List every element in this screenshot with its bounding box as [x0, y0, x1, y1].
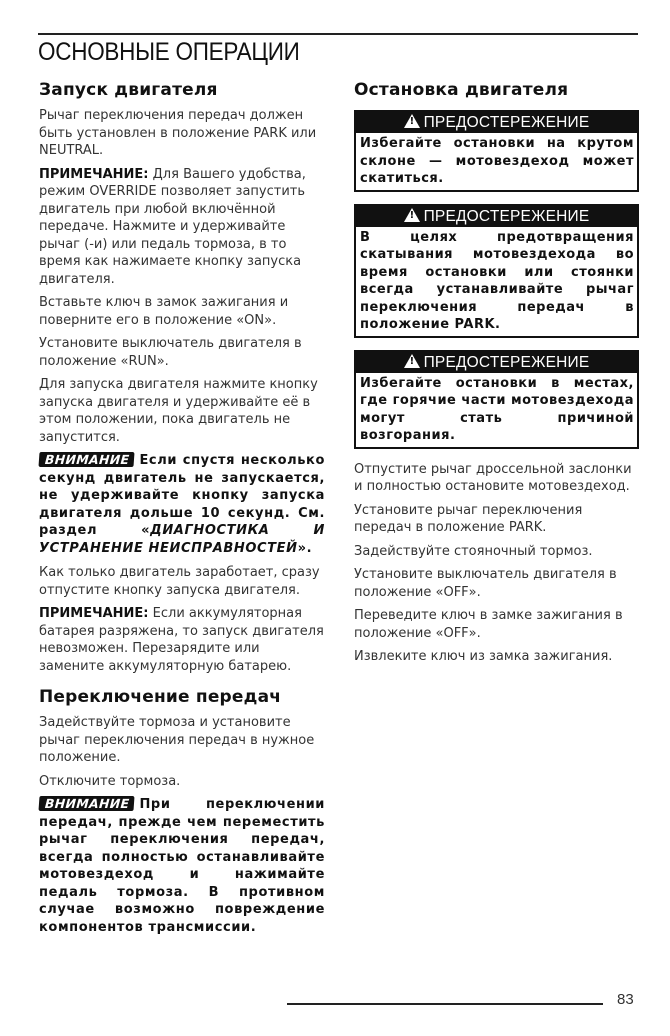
page-number: 83 — [617, 991, 634, 1008]
step-paragraph: Переведите ключ в замке зажигания в положение «OFF». — [354, 608, 623, 641]
paragraph: Вставьте ключ в замок зажигания и поверните его в положение «ON». — [39, 295, 289, 328]
page-title: ОСНОВНЫЕ ОПЕРАЦИИ — [38, 38, 300, 66]
warning-box — [354, 204, 639, 338]
note-label: ПРИМЕЧАНИЕ: — [39, 606, 149, 621]
warning-box — [354, 350, 639, 449]
step-paragraph: Установите рычаг переключения передач в положение PARK. — [354, 502, 583, 535]
warning-box — [354, 110, 639, 192]
caution-paragraph — [39, 452, 325, 557]
footer-rule — [287, 1003, 603, 1005]
caution-paragraph — [39, 796, 325, 936]
warning-text: Избегайте остановки на крутом склоне — мотовездеход может скатиться. — [360, 136, 634, 186]
note-paragraph — [39, 605, 325, 675]
warning-triangle-icon — [404, 354, 420, 368]
warning-title: ПРЕДОСТЕРЕЖЕНИЕ — [423, 353, 590, 371]
section-heading-shift: Переключение передач — [39, 687, 282, 707]
warning-title: ПРЕДОСТЕРЕЖЕНИЕ — [423, 207, 590, 225]
warning-triangle-icon — [404, 114, 420, 128]
paragraph: Задействуйте тормоза и установите рычаг переключения передач в нужное положение. — [39, 715, 315, 765]
caution-badge: ВНИМАНИЕ — [38, 796, 134, 811]
paragraph: Для запуска двигателя нажмите кнопку запуска двигателя и удерживайте её в этом положении, пока двигатель не запустится. — [39, 377, 318, 445]
caution-text: При переключении передач, прежде чем переместить рычаг переключения передач, всегда полностью останавливайте мотовездеход и нажимайте педаль тормоза. В противном случае возможно повреждение компонентов трансмиссии. — [39, 797, 325, 935]
caution-end: ». — [297, 540, 313, 556]
step-paragraph: Извлеките ключ из замка зажигания. — [354, 649, 613, 664]
warning-header — [356, 206, 637, 227]
caution-reference: ДИАГНОСТИКА И УСТРАНЕНИЕ НЕИСПРАВНОСТЕЙ — [39, 523, 325, 556]
caution-badge: ВНИМАНИЕ — [38, 452, 134, 467]
warning-text: Избегайте остановки в местах, где горячие части мотовездехода могут стать причиной возгорания. — [360, 375, 634, 443]
paragraph: Как только двигатель заработает, сразу отпустите кнопку запуска двигателя. — [39, 565, 320, 598]
note-text: Для Вашего удобства, режим OVERRIDE позволяет запустить двигатель при любой включённой передаче. Нажмите и удерживайте рычаг (-и) или педаль тормоза, в то время как нажимаете кнопку запуска двигателя. — [39, 166, 306, 287]
warning-header — [356, 352, 637, 373]
paragraph: Рычаг переключения передач должен быть установлен в положение PARK или NEUTRAL. — [39, 108, 317, 158]
paragraph: Отключите тормоза. — [39, 773, 181, 789]
warning-triangle-icon — [404, 208, 420, 222]
left-column — [39, 80, 325, 943]
top-rule — [38, 33, 638, 35]
warning-title: ПРЕДОСТЕРЕЖЕНИЕ — [423, 114, 590, 131]
note-label: ПРИМЕЧАНИЕ: — [39, 166, 149, 182]
paragraph: Установите выключатель двигателя в положение «RUN». — [39, 336, 302, 369]
caution-text: Если спустя несколько секунд двигатель не запускается, не удерживайте кнопку запуска двигателя дольше 10 секунд. См. раздел « — [39, 453, 325, 538]
step-paragraph: Задействуйте стояночный тормоз. — [354, 543, 593, 559]
warning-text: В целях предотвращения скатывания мотовездехода во время остановки или стоянки всегда устанавливайте рычаг переключения передач в положение PARK. — [360, 229, 634, 332]
note-paragraph — [39, 166, 325, 289]
step-paragraph: Установите выключатель двигателя в положение «OFF». — [354, 567, 617, 600]
section-heading-stop: Остановка двигателя — [354, 80, 569, 100]
right-column — [354, 80, 639, 672]
step-paragraph: Отпустите рычаг дроссельной заслонки и полностью остановите мотовездеход. — [354, 461, 632, 494]
note-text: Если аккумуляторная батарея разряжена, то запуск двигателя невозможен. Перезарядите или замените аккумуляторную батарею. — [39, 606, 324, 674]
warning-header — [356, 112, 637, 133]
section-heading-start: Запуск двигателя — [39, 80, 218, 100]
